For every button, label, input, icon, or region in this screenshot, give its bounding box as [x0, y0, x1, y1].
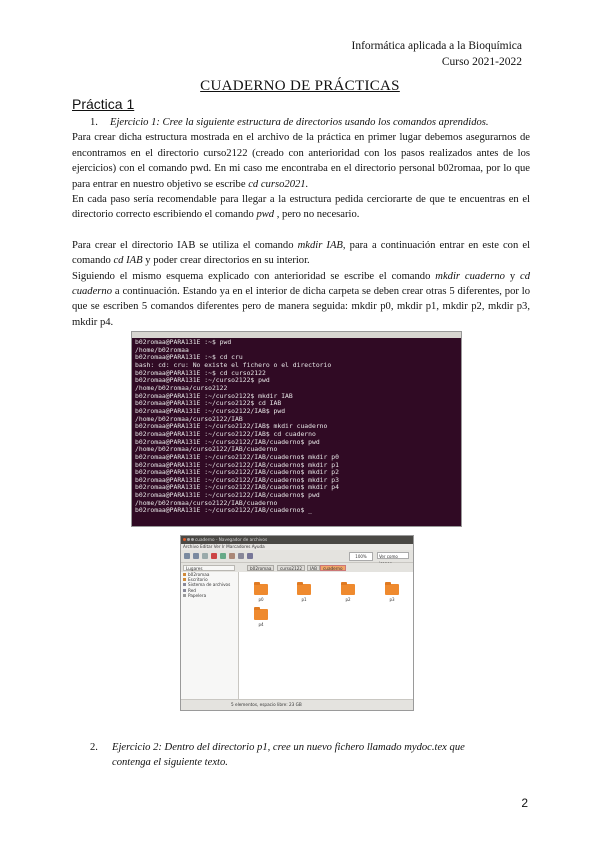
fm-sidebar — [181, 572, 239, 700]
fm-titlebar — [181, 536, 413, 544]
folder-icon — [297, 584, 311, 595]
p4-command2: cd cuaderno — [72, 270, 531, 298]
terminal-line: /home/b02romaa/curso2122/IAB/cuaderno — [135, 445, 278, 454]
file-manager-screenshot — [180, 535, 414, 711]
folder-label: p1 — [301, 597, 307, 602]
computer-icon — [238, 553, 244, 559]
desktop-icon — [183, 578, 186, 581]
exercise1-paragraph2 — [72, 192, 530, 223]
sidebar-label: Escritorio — [188, 577, 208, 583]
terminal-line: b02romaa@PARA131E :~/curso2122$ pwd — [135, 376, 270, 385]
folder-label: p4 — [258, 622, 264, 627]
exercise2-line2: contenga el siguiente texto. — [112, 757, 228, 769]
section-title: Práctica 1 — [72, 96, 135, 112]
terminal-line: b02romaa@PARA131E :~/curso2122/IAB$ cd cuaderno — [135, 429, 316, 438]
search-icon — [247, 553, 253, 559]
folder-icon — [385, 584, 399, 595]
sidebar-label: Papelera — [188, 592, 207, 598]
drive-icon — [183, 583, 186, 586]
terminal-line: b02romaa@PARA131E :~/curso2122/IAB/cuaderno$ pwd — [135, 491, 320, 500]
p2-text-end: , pero no necesario. — [274, 209, 360, 221]
fm-window-title: cuaderno - Navegador de archivos — [195, 537, 268, 542]
p2-command: pwd — [256, 209, 275, 221]
breadcrumb-cuaderno: cuaderno — [320, 565, 346, 571]
folder-label: p2 — [345, 597, 351, 602]
back-icon — [184, 553, 190, 559]
terminal-line: b02romaa@PARA131E :~/curso2122/IAB/cuaderno$ mkdir p1 — [135, 460, 339, 469]
breadcrumb-home: b02romaa — [247, 565, 274, 571]
close-icon — [183, 538, 186, 541]
p4-text: Siguiendo el mismo esquema explicado con anterioridad se escribe el comando — [72, 270, 436, 282]
trash-icon — [183, 594, 186, 597]
network-icon — [183, 589, 186, 592]
folder-label: p3 — [389, 597, 395, 602]
exercise1-paragraph3 — [72, 238, 530, 269]
fm-toolbar — [181, 550, 413, 563]
folder-label: p0 — [258, 597, 264, 602]
home-folder-icon — [183, 573, 186, 576]
fm-menubar: Archivo Editar Ver Ir Marcadores Ayuda — [181, 544, 413, 550]
places-label: Lugares — [183, 565, 235, 571]
terminal-line: b02romaa@PARA131E :~/curso2122/IAB/cuaderno$ _ — [135, 506, 312, 515]
p1-text: Para crear dicha estructura mostrada en el archivo de la práctica en primer lugar debemos asegurarnos de encontramos en el directorio curso2122 (creado con anterioridad con los pasos realizados antes de los ejercicios) con el comando pwd. En mi caso me encontraba en el directorio personal b02romaa, por lo que para entrar en nuestro objetivo se escribe — [72, 132, 530, 190]
terminal-line: b02romaa@PARA131E :~$ cd curso2122 — [135, 368, 266, 377]
terminal-line: b02romaa@PARA131E :~/curso2122$ mkdir IAB — [135, 391, 293, 400]
maximize-icon — [191, 538, 194, 541]
exercise1-block — [72, 115, 530, 330]
folder-icon — [341, 584, 355, 595]
terminal-line: b02romaa@PARA131E :~/curso2122/IAB$ mkdir cuaderno — [135, 422, 328, 431]
terminal-line: b02romaa@PARA131E :~/curso2122/IAB/cuaderno$ mkdir p2 — [135, 468, 339, 477]
terminal-line: bash: cd: cru: No existe el fichero o el directorio — [135, 360, 332, 369]
sidebar-label: b02romaa — [188, 572, 210, 577]
exercise1-heading-text: Ejercicio 1: Cree la siguiente estructura de directorios usando los comandos aprendidos. — [110, 117, 489, 128]
p3-text-end: y poder crear directorios en su interior. — [142, 255, 310, 267]
exercise2-block — [72, 740, 530, 771]
p4-command1: mkdir cuaderno — [435, 270, 505, 282]
exercise1-paragraph1 — [72, 130, 530, 192]
p4-text-end: a continuación. Estando ya en el interior de dicha carpeta se deben crear otras 5 diferentes, por lo que se escriben 5 comandos diferentes pero de manera seguida: mkdir p0, mkdir p1, mkdir p2, mkdir p3, mkdir p4. — [72, 286, 530, 328]
exercise2-heading — [72, 740, 530, 755]
sidebar-label: Sistema de archivos — [188, 582, 231, 588]
sidebar-label: Red — [188, 587, 196, 593]
exercise2-line1: Ejercicio 2: Dentro del directorio p1, cree un nuevo fichero llamado mydoc.tex que — [112, 742, 465, 753]
p2-text: En cada paso sería recomendable para llegar a la estructura pedida cerciorarte de que te encuentras en el directorio correcto escribiendo el comando — [72, 194, 530, 221]
reload-icon — [220, 553, 226, 559]
p3-text-mid: , para a continuación entrar en este con el comando — [72, 239, 531, 267]
p3-command2: cd IAB — [113, 255, 143, 267]
terminal-output — [132, 338, 461, 516]
terminal-line: /home/b02romaa/curso2122/IAB/cuaderno — [135, 498, 278, 507]
stop-icon — [211, 553, 217, 559]
page-number: 2 — [521, 796, 528, 810]
view-mode-select: Ver como — [377, 552, 409, 559]
terminal-line: b02romaa@PARA131E :~/curso2122/IAB/cuaderno$ mkdir p4 — [135, 483, 339, 492]
terminal-line: /home/b02romaa/curso2122 — [135, 383, 228, 392]
breadcrumb-iab: IAB — [307, 565, 320, 571]
p1-command: cd curso2021. — [248, 178, 309, 190]
folder-icon — [254, 584, 268, 595]
exercise2-number: 2. — [90, 742, 98, 753]
home-icon — [229, 553, 235, 559]
terminal-line: b02romaa@PARA131E :~/curso2122/IAB/cuaderno$ mkdir p3 — [135, 475, 339, 484]
terminal-line: b02romaa@PARA131E :~/curso2122/IAB$ pwd — [135, 406, 286, 415]
terminal-line: b02romaa@PARA131E :~/curso2122/IAB/cuaderno$ mkdir p0 — [135, 452, 339, 461]
terminal-line: b02romaa@PARA131E :~$ pwd — [135, 338, 232, 346]
minimize-icon — [187, 538, 190, 541]
header-course: Curso 2021-2022 — [441, 56, 522, 68]
p4-text-mid: y — [504, 270, 521, 282]
forward-icon — [193, 553, 199, 559]
fm-statusbar: 5 elementos, espacio libre: 23 GB — [181, 699, 413, 710]
terminal-line: /home/b02romaa/curso2122/IAB — [135, 414, 243, 423]
p3-text: Para crear el directorio IAB se utiliza el comando — [72, 239, 298, 251]
terminal-line: /home/b02romaa — [135, 345, 189, 354]
terminal-line: b02romaa@PARA131E :~/curso2122/IAB/cuaderno$ pwd — [135, 437, 320, 446]
terminal-line: b02romaa@PARA131E :~/curso2122$ cd IAB — [135, 399, 282, 408]
up-icon — [202, 553, 208, 559]
sidebar-item-trash — [181, 593, 238, 598]
exercise1-paragraph4 — [72, 269, 530, 331]
document-title: CUADERNO DE PRÁCTICAS — [200, 78, 400, 94]
p3-command1: mkdir IAB — [297, 239, 343, 251]
breadcrumb-curso: curso2122 — [277, 565, 305, 571]
exercise1-heading — [72, 115, 530, 130]
terminal-line: b02romaa@PARA131E :~$ cd cru — [135, 353, 243, 362]
exercise1-number: 1. — [90, 117, 98, 128]
terminal-screenshot — [131, 331, 462, 527]
fm-folder-view — [239, 572, 413, 700]
zoom-level: 100% — [349, 552, 373, 561]
header-subject: Informática aplicada a la Bioquímica — [351, 40, 522, 52]
folder-icon — [254, 609, 268, 620]
page-header — [351, 38, 522, 70]
